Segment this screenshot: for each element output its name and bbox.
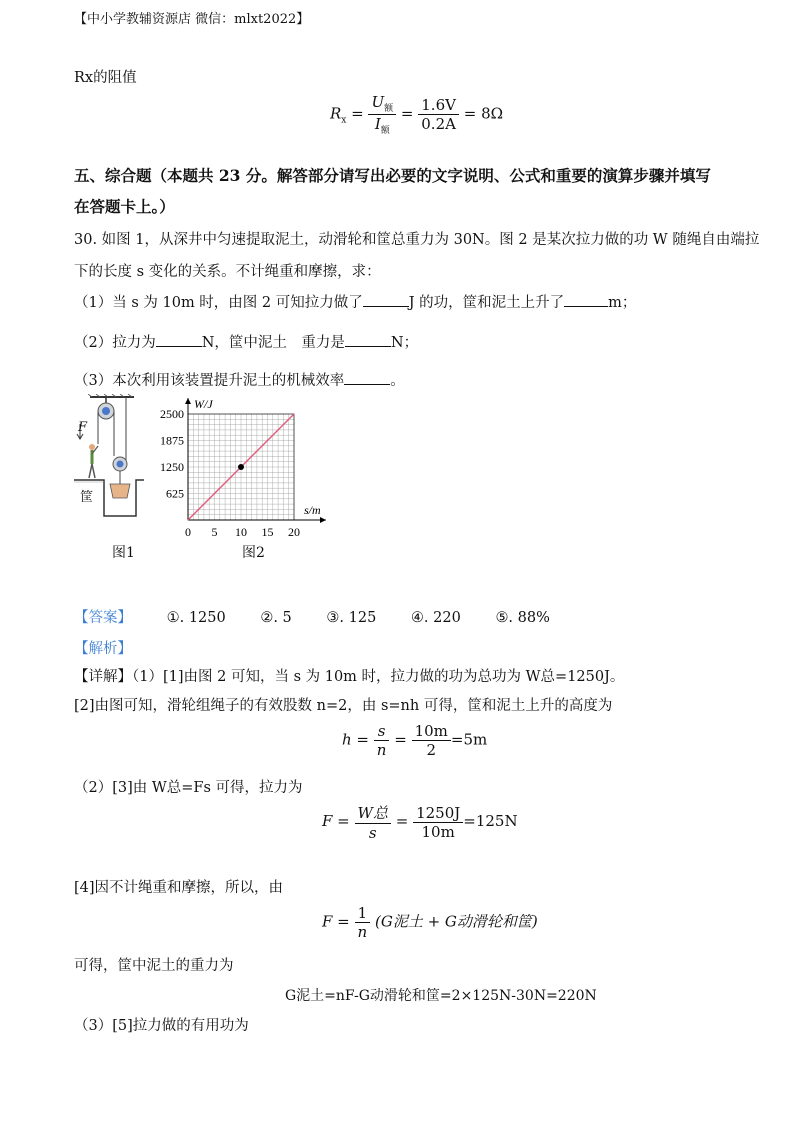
rx-result: 8Ω [481, 104, 504, 123]
fig1-force-label: F [78, 420, 88, 435]
q2-text-c: N； [390, 335, 419, 351]
q1-text-b: J 的功，筐和泥土上升了 [408, 295, 565, 311]
answer-3: ③. 125 [326, 610, 377, 626]
fig2-caption: 图2 [242, 545, 265, 561]
y-tick-label: 1250 [160, 460, 184, 474]
f-den: s [368, 824, 377, 842]
y-tick-label: 625 [166, 486, 184, 501]
rx-frac-2 [418, 96, 459, 133]
x-tick-label: 20 [288, 525, 300, 539]
q30-line2: 下的长度 s 变化的关系。不计绳重和摩擦，求： [74, 264, 381, 280]
rx-den: I [374, 115, 381, 133]
y-axis-label: W/J [194, 397, 213, 411]
rx-den-sub: 额 [380, 126, 390, 136]
f-den2: 10m [421, 822, 455, 841]
answer-label: 【答案】 [74, 610, 132, 626]
rx-num-sub: 额 [384, 104, 394, 114]
f-result: =125N [463, 812, 518, 830]
detail-2: [2]由图可知，滑轮组绳子的有效股数 n=2，由 s=nh 可得，筐和泥土上升的高度为 [74, 698, 613, 714]
q2-text-a: （2）拉力为 [74, 335, 156, 351]
f2-num: 1 [355, 904, 371, 923]
detail-5: 可得，筐中泥土的重力为 [74, 958, 234, 974]
y-tick-label: 1875 [160, 433, 184, 448]
x-tick-label: 10 [235, 525, 247, 539]
f2-lhs: F = [322, 912, 350, 931]
q2-blank-1[interactable] [156, 332, 202, 347]
rx-lhs-sub: x [341, 115, 347, 126]
h-result: =5m [450, 730, 488, 749]
x-axis-label: s/m [304, 503, 321, 517]
rx-frac-1 [368, 93, 396, 136]
f-lhs: F = [322, 812, 350, 830]
detail-6: （3）[5]拉力做的有用功为 [74, 1018, 249, 1034]
q1-blank-1[interactable] [363, 292, 409, 307]
detail-1: 【详解】（1）[1]由图 2 可知，当 s 为 10m 时，拉力做的功为总功为 W总=1250J。 [74, 669, 625, 685]
section-title-line1: 五、综合题（本题共 23 分。解答部分请写出必要的文字说明、公式和重要的演算步骤并填写 [74, 166, 711, 185]
page-header: 【中小学教辅资源店 微信：mlxt2022】 [74, 12, 310, 27]
f2-rest: (G泥土 + G动滑轮和筐) [374, 912, 538, 931]
f2-formula [322, 904, 538, 941]
analysis-label: 【解析】 [74, 641, 132, 657]
q3-text-b: 。 [390, 373, 405, 389]
q30-part2 [74, 331, 418, 352]
answer-1: ①. 1250 [166, 610, 226, 626]
h-den: n [376, 741, 387, 759]
x-tick-label: 0 [185, 525, 191, 539]
section-title-line2: 在答题卡上。） [74, 197, 175, 216]
answer-4: ④. 220 [410, 610, 461, 626]
q3-blank[interactable] [344, 370, 390, 385]
answer-2: ②. 5 [260, 610, 292, 626]
h-lhs: h = [342, 730, 369, 749]
q1-text-a: （1）当 s 为 10m 时，由图 2 可知拉力做了 [74, 295, 363, 311]
detail-3: （2）[3]由 W总=Fs 可得，拉力为 [74, 780, 303, 796]
h-num2: 10m [412, 722, 451, 741]
detail-4: [4]因不计绳重和摩擦，所以，由 [74, 880, 284, 896]
rx-den-val: 0.2A [421, 115, 456, 133]
x-tick-label: 15 [261, 525, 274, 539]
y-axis-arrow [185, 398, 191, 404]
rx-lhs: R [330, 104, 342, 123]
x-tick-label: 5 [211, 525, 218, 539]
figure-2-work-distance-chart [150, 392, 340, 542]
h-num: s [374, 722, 390, 741]
f-num: W总 [355, 802, 391, 824]
q2-blank-2[interactable] [345, 332, 391, 347]
q1-text-c: m； [608, 295, 637, 311]
f-formula: F = $\frac{\text{W总}}{s}$ = $\frac{1250J}{10m}$ =125N [322, 803, 518, 842]
q30-line1: 30. 如图 1，从深井中匀速提取泥土，动滑轮和筐总重力为 30N。图 2 是某次拉力做的功 W 随绳自由端拉 [74, 232, 760, 248]
q30-part1 [74, 291, 636, 312]
data-point-10m [238, 464, 244, 470]
f-num2: 1250J [413, 804, 463, 823]
fig1-basket-label: 筐 [80, 490, 94, 505]
q3-text-a: （3）本次利用该装置提升泥土的机械效率 [74, 373, 345, 389]
answer-5: ⑤. 88% [495, 610, 550, 626]
rx-intro: Rx的阻值 [74, 70, 137, 86]
q2-text-b: N，筐中泥土 重力是 [201, 335, 345, 351]
fig1-caption: 图1 [112, 545, 135, 561]
rx-formula: $R_x$ = $\frac{U_额}{I_额}$ = $\frac{1.6V}{0.2A}$ = 8Ω [330, 93, 504, 136]
y-tick-label: 2500 [160, 407, 184, 421]
rx-num-val: 1.6V [418, 96, 459, 115]
x-axis-arrow [320, 517, 326, 523]
q1-blank-2[interactable] [564, 292, 608, 307]
h-formula: h = $\frac{s}{n}$ = $\frac{10m}{2}$ =5m [342, 722, 488, 759]
answer-row [74, 606, 550, 627]
h-den2: 2 [426, 741, 436, 759]
g-formula: G泥土=nF-G动滑轮和筐=2×125N-30N=220N [285, 988, 597, 1004]
q30-part3 [74, 369, 405, 390]
rx-num: U [371, 93, 385, 111]
f2-den: n [357, 923, 368, 941]
